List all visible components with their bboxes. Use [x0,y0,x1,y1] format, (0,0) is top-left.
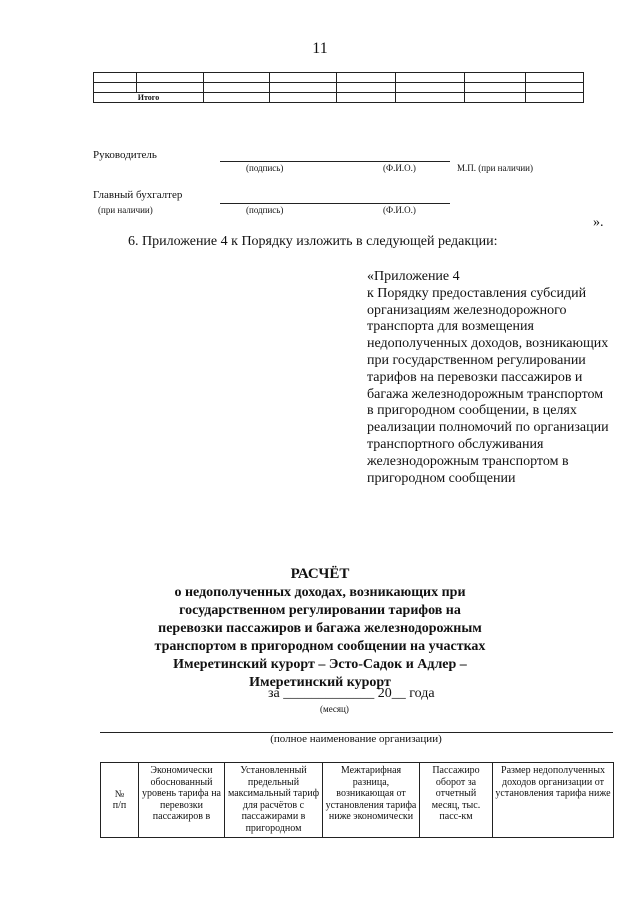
header-cell-economic-tariff: Экономически обоснованный уровень тарифа на перевозки пассажиров в [139,763,225,838]
header-cell-number: № п/п [101,763,139,838]
fio-caption: (Ф.И.О.) [383,163,416,173]
header-cell-lost-income: Размер недополученных доходов организации от установления тарифа ниже [493,763,614,838]
stamp-caption: М.П. (при наличии) [457,163,533,173]
fio-caption-2: (Ф.И.О.) [383,205,416,215]
table-header-row [101,763,614,838]
accountant-signature-line [220,203,450,204]
accountant-label: Главный бухгалтер [93,189,183,201]
instruction-text: 6. Приложение 4 к Порядку изложить в следующей редакции: [128,234,498,249]
appendix-header: «Приложение 4 к Порядку предоставления субсидий организациям железнодорожного транспорта для возмещения недополученных доходов, возникающих при государственном регулировании тарифов на перевозки пассажиров и багажа железнодорожным транспортом в пригородном сообщении, в целях реализации полномочий по организации транспортного обслуживания железнодорожным транспортом в пригородном сообщении [367,269,609,486]
closing-quote: ». [593,215,604,230]
document-subtitle: о недополученных доходах, возникающих при государственном регулировании тарифов на перевозки пассажиров и багажа железнодорожным транспортом в пригородном сообщении на участках Имеретинский курорт – Эсто-Садок и Адлер – Имеретинский курорт [154,585,486,690]
calculation-table [100,762,614,838]
table-row [94,73,584,83]
top-table [93,72,584,103]
head-label: Руководитель [93,149,157,161]
accountant-note: (при наличии) [98,205,153,215]
month-caption: (месяц) [320,704,349,714]
period-line: за _____________ 20__ года [268,686,435,701]
head-signature-line [220,161,450,162]
signature-caption-2: (подпись) [246,205,284,215]
header-cell-max-tariff: Установленный предельный максимальный тариф для расчётов с пассажирами в пригородном [225,763,323,838]
header-cell-passenger-turnover: Пассажиро оборот за отчетный месяц, тыс. пасс-км [420,763,493,838]
organization-caption: (полное наименование организации) [270,733,442,745]
total-row [94,93,584,103]
table-row [94,83,584,93]
header-cell-tariff-difference: Межтарифная разница, возникающая от установления тарифа ниже экономически [323,763,420,838]
signature-caption: (подпись) [246,163,284,173]
document-title: РАСЧЁТ [290,566,350,582]
total-label: Итого [94,93,204,103]
page-number: 11 [312,40,328,57]
